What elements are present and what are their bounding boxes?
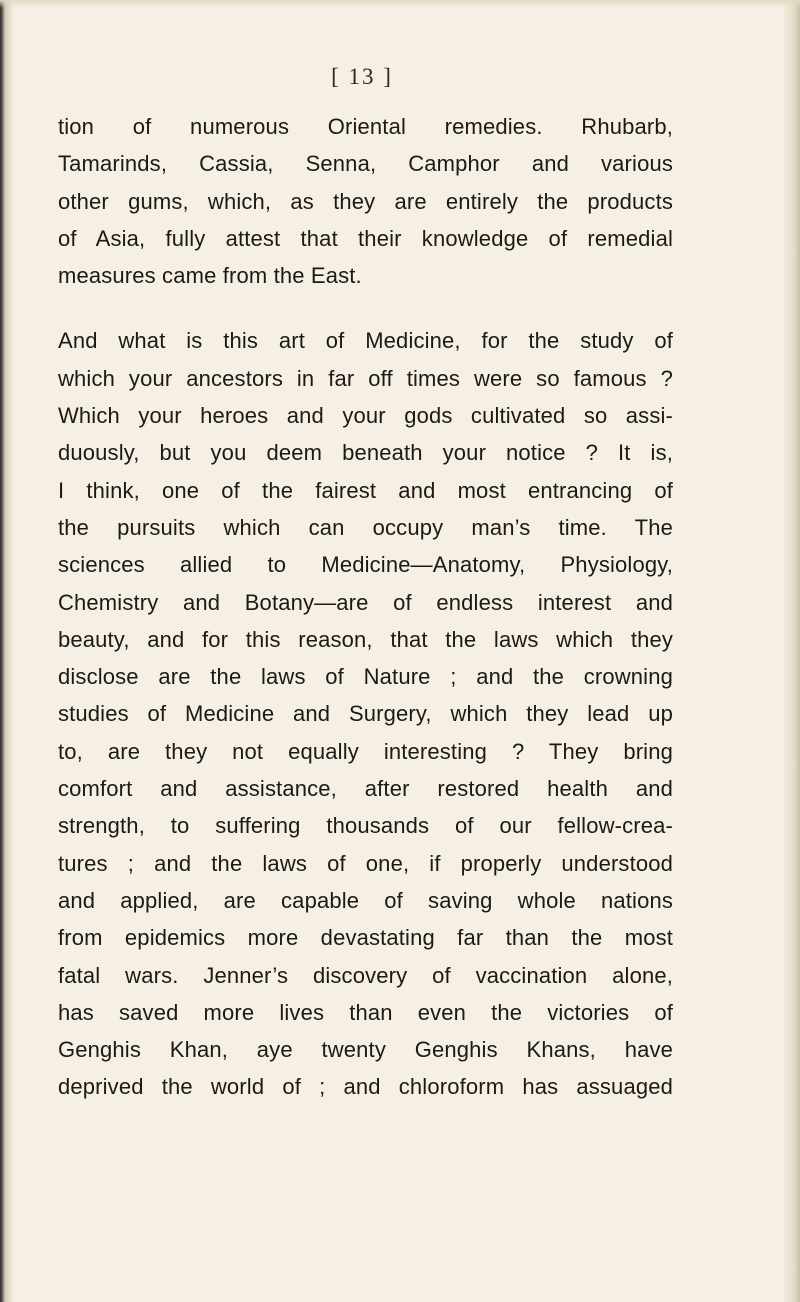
text-line: the pursuits which can occupy man’s time. The (58, 514, 673, 540)
text-line: which your ancestors in far off times were so famous ? (58, 365, 673, 391)
text-line: measures came from the East. (58, 263, 362, 289)
paragraph-gap (58, 294, 673, 322)
text-line: Tamarinds, Cassia, Senna, Camphor and various (58, 151, 673, 177)
page-left-edge-shadow (0, 0, 14, 1302)
text-line: to, are they not equally interesting ? They bring (58, 738, 673, 764)
text-line: strength, to suffering thousands of our fellow-crea- (58, 813, 673, 839)
text-line: of Asia, fully attest that their knowledge of remedial (58, 225, 673, 251)
text-line: from epidemics more devastating far than the most (58, 925, 673, 951)
text-line: disclose are the laws of Nature ; and the crowning (58, 664, 673, 690)
paragraph-2 (58, 322, 673, 1105)
body-text (58, 108, 673, 1106)
text-line: tures ; and the laws of one, if properly understood (58, 850, 673, 876)
text-line: sciences allied to Medicine—Anatomy, Physiology, (58, 552, 673, 578)
text-line: and applied, are capable of saving whole nations (58, 887, 673, 913)
page-top-edge-shadow (0, 0, 800, 8)
text-line: duously, but you deem beneath your notice ? It is, (58, 440, 673, 466)
page-right-edge-shadow (782, 0, 800, 1302)
text-line: tion of numerous Oriental remedies. Rhubarb, (58, 114, 673, 139)
paragraph-1 (58, 108, 673, 294)
text-line: Genghis Khan, aye twenty Genghis Khans, have (58, 1037, 673, 1063)
text-line: has saved more lives than even the victories of (58, 999, 673, 1025)
text-line: And what is this art of Medicine, for the study of (58, 328, 673, 354)
text-line: other gums, which, as they are entirely the products (58, 188, 673, 214)
text-line: fatal wars. Jenner’s discovery of vaccination alone, (58, 962, 673, 988)
text-line: studies of Medicine and Surgery, which they lead up (58, 701, 673, 727)
text-line: deprived the world of ; and chloroform has assuaged (58, 1074, 673, 1100)
text-line: Chemistry and Botany—are of endless interest and (58, 589, 673, 615)
text-line: Which your heroes and your gods cultivated so assi- (58, 403, 673, 429)
text-line: comfort and assistance, after restored health and (58, 776, 673, 802)
text-line: beauty, and for this reason, that the laws which they (58, 626, 673, 652)
page-number: [ 13 ] (331, 64, 393, 89)
text-line: I think, one of the fairest and most entrancing of (58, 477, 673, 503)
